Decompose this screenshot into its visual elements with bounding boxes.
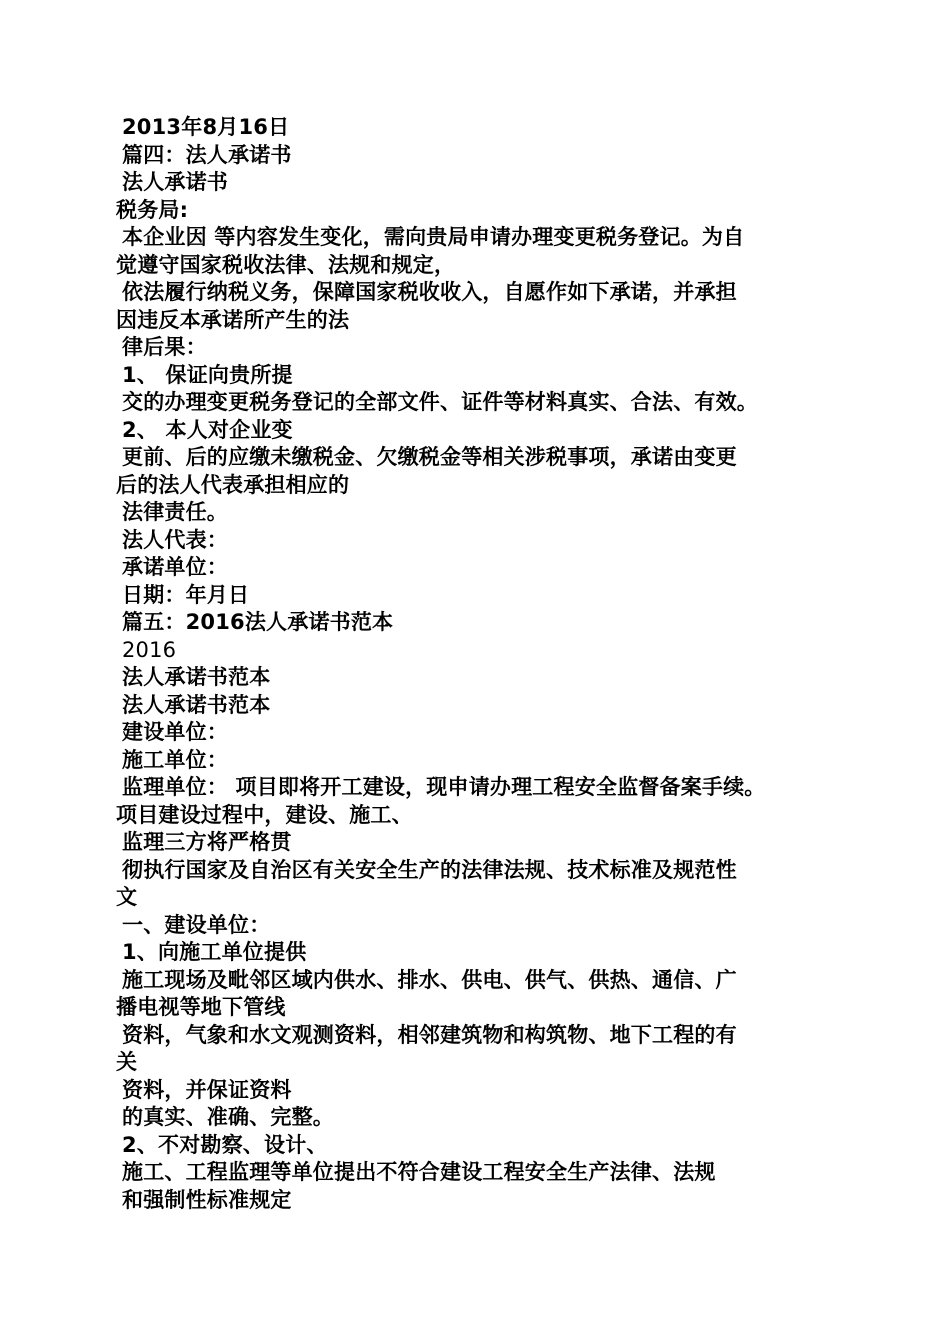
text-line: 播电视等地下管线 — [116, 995, 286, 1019]
text-line: 律后果： — [122, 335, 207, 359]
text-line: 本企业因 等内容发生变化，需向贵局申请办理变更税务登记。为自 — [122, 225, 745, 249]
section-heading: 篇五：2016法人承诺书范本 — [122, 610, 394, 634]
text-line: 后的法人代表承担相应的 — [116, 472, 350, 497]
text-line: 文 — [116, 885, 138, 909]
list-item: 1、 保证向贵所提 — [122, 362, 293, 387]
field-label: 施工单位： — [122, 747, 228, 772]
subheading: 一、建设单位： — [122, 912, 271, 937]
document-body — [116, 114, 856, 1214]
addressee: 税务局: — [116, 197, 189, 222]
text-line: 和强制性标准规定 — [122, 1187, 292, 1212]
text-line: 彻执行国家及自治区有关安全生产的法律法规、技术标准及规范性 — [122, 857, 737, 882]
text-line: 的真实、准确、完整。 — [122, 1105, 334, 1129]
text-line: 法律责任。 — [122, 500, 228, 524]
signature-field-unit: 承诺单位： — [122, 555, 228, 579]
year-line: 2016 — [122, 637, 177, 662]
signature-field-rep: 法人代表： — [122, 527, 228, 552]
text-line: 更前、后的应缴未缴税金、欠缴税金等相关涉税事项，承诺由变更 — [122, 445, 737, 469]
doc-title: 法人承诺书范本 — [122, 665, 271, 689]
text-line: 因违反本承诺所产生的法 — [116, 307, 350, 332]
text-line: 觉遵守国家税收法律、法规和规定， — [116, 252, 456, 277]
doc-title: 法人承诺书范本 — [122, 692, 271, 717]
doc-title: 法人承诺书 — [122, 170, 228, 194]
list-item: 1、向施工单位提供 — [122, 940, 307, 964]
list-item: 2、不对勘察、设计、 — [122, 1132, 328, 1157]
text-line: 监理单位： 项目即将开工建设，现申请办理工程安全监督备案手续。 — [122, 775, 766, 799]
text-line: 资料，并保证资料 — [122, 1077, 292, 1102]
text-line: 关 — [116, 1050, 138, 1074]
text-line: 依法履行纳税义务，保障国家税收收入，自愿作如下承诺，并承担 — [122, 280, 737, 304]
field-label: 建设单位： — [122, 720, 228, 744]
section-heading: 篇四：法人承诺书 — [122, 142, 292, 167]
signature-field-date: 日期：年月日 — [122, 582, 250, 607]
text-line: 监理三方将严格贯 — [122, 830, 292, 854]
list-item: 2、 本人对企业变 — [122, 417, 293, 442]
text-line: 资料，气象和水文观测资料，相邻建筑物和构筑物、地下工程的有 — [122, 1022, 737, 1047]
text-line: 施工现场及毗邻区域内供水、排水、供电、供气、供热、通信、广 — [122, 967, 737, 992]
text-line: 项目建设过程中，建设、施工、 — [116, 802, 413, 827]
text-line: 施工、工程监理等单位提出不符合建设工程安全生产法律、法规 — [122, 1160, 716, 1184]
text-line: 交的办理变更税务登记的全部文件、证件等材料真实、合法、有效。 — [122, 390, 758, 414]
date-line: 2013年8月16日 — [122, 115, 290, 139]
